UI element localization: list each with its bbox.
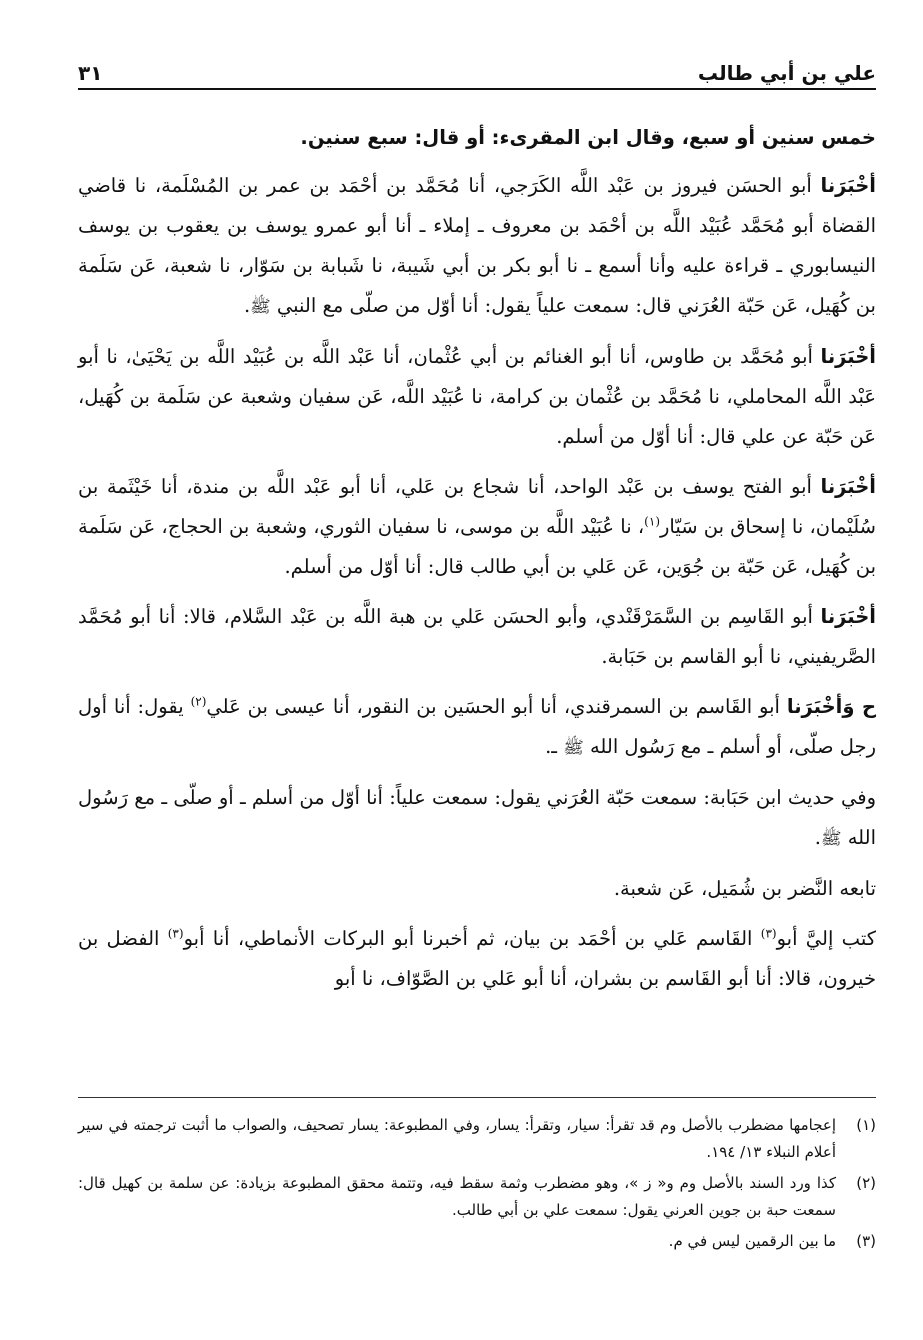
paragraph-text: أبو القَاسم بن السمرقندي، أنا أبو الحسَين بن النقور، أنا عيسى بن عَلي	[206, 695, 780, 718]
footnote-number: (٣)	[856, 1232, 876, 1250]
footnote-number: (٢)	[856, 1174, 876, 1192]
lead-word: أخْبَرَنا	[820, 605, 876, 628]
paragraph-end: ـ.	[545, 735, 558, 758]
paragraph-text: تابعه النَّضر بن شُمَيل، عَن شعبة.	[613, 877, 876, 900]
footnote-number: (١)	[856, 1116, 876, 1134]
paragraph-text: القَاسم عَلي بن أحْمَد بن بيان، ثم أخبرنا أبو البركات الأنماطي، أنا أبو	[183, 927, 753, 950]
running-header	[78, 60, 876, 90]
paragraph-text: ، نا عُبَيْد اللَّه بن موسى، نا سفيان الثوري، وشعبة بن الحجاج، عَن سَلَمة بن كُهَيل، عَن حَبّة بن جُوَين، عَن عَلي بن أبي طالب قال: أنا أوّل من أسلم.	[78, 515, 876, 578]
footnote-1	[78, 1112, 876, 1166]
lead-word: ح وَأخْبَرَنا	[786, 695, 876, 718]
salutation-glyph: ﷺ	[820, 829, 842, 849]
paragraph-end: .	[243, 294, 251, 317]
paragraph-end: .	[814, 826, 821, 849]
footnote-text: إعجامها مضطرب بالأصل وم قد تقرأ: سيار، وتقرأ: يسار، وفي المطبوعة: يسار تصحيف، والصواب ما أثبت ترجمته في سير أعلام النبلاء ١٣/ ١٩٤.	[78, 1116, 836, 1161]
salutation-glyph: ﷺ	[250, 297, 271, 317]
footnote-ref: (٣)	[760, 926, 777, 941]
book-page	[78, 0, 876, 1340]
paragraph-text: وفي حديث ابن حَبَابة: سمعت حَبّة العُرَني يقول: سمعت علياً: أنا أوّل من أسلم ـ أو صلّى ـ مع رَسُول الله	[78, 786, 876, 849]
lead-word: أخْبَرَنا	[820, 475, 876, 498]
paragraph-text: خمس سنين أو سبع، وقال ابن المقرىء: أو قال: سبع سنين.	[300, 126, 876, 149]
paragraph-text: كتب إليَّ أبو	[776, 927, 876, 950]
footnote-text: ما بين الرقمين ليس في م.	[668, 1232, 836, 1250]
footnote-ref: (٣)	[167, 926, 184, 941]
page-number: ٣١	[78, 61, 103, 85]
paragraph-9	[78, 919, 876, 999]
paragraph-2	[78, 166, 876, 327]
paragraph-6	[78, 687, 876, 768]
footnote-2	[78, 1170, 876, 1224]
paragraph-3	[78, 337, 876, 457]
lead-word: أخْبَرَنا	[820, 345, 876, 368]
paragraph-text: أبو القَاسِم بن السَّمَرْقَنْدي، وأبو الحسَن عَلي بن هبة اللَّه بن عَبْد السَّلام، قالا: أنا أبو مُحَمَّد الصَّريفيني، نا أبو القاسم بن حَبَابة.	[78, 605, 876, 668]
paragraph-text: يقول: أنا أول رجل صلّى، أو أسلم ـ مع رَسُول الله	[78, 695, 876, 758]
footnote-3	[78, 1228, 876, 1255]
footnotes	[78, 1112, 876, 1259]
lead-word: أخْبَرَنا	[820, 174, 876, 197]
main-text	[78, 118, 876, 1009]
paragraph-7	[78, 778, 876, 859]
footnote-ref: (١)	[644, 514, 660, 529]
paragraph-8	[78, 869, 876, 909]
paragraph-text: أبو مُحَمَّد بن طاوس، أنا أبو الغنائم بن أبي عُثْمان، أنا عَبْد اللَّه بن عُبَيْد اللَّه بن يَحْيَىٰ، نا أبو عَبْد اللَّه المحاملي، نا مُحَمَّد بن عُثْمان بن كرامة، نا عُبَيْد اللَّه، عَن سفيان وشعبة عن سَلَمة بن كُهَيل، عَن حَبّة عن علي قال: أنا أوّل من أسلم.	[78, 345, 876, 448]
footnote-divider	[78, 1097, 876, 1098]
salutation-glyph: ﷺ	[563, 738, 584, 758]
footnote-ref: (٢)	[190, 694, 207, 709]
paragraph-4	[78, 467, 876, 587]
paragraph-5	[78, 597, 876, 677]
paragraph-text: أبو الحسَن فيروز بن عَبْد اللَّه الكَرَجي، أنا مُحَمَّد بن أحْمَد بن عمر بن المُسْلَمة، نا قاضي القضاة أبو مُحَمَّد عُبَيْد اللَّه بن أحْمَد بن معروف ـ إملاء ـ أنا أبو عمرو يوسف بن يعقوب بن يوسف النيسابوري ـ قراءة عليه وأنا أسمع ـ نا أبو بكر بن أبي شَيبة، نا شَبابة بن سَوّار، نا شعبة، عَن سَلَمة بن كُهَيل، عَن حَبّة العُرَني قال: سمعت علياً يقول: أنا أوّل من صلّى مع النبي	[78, 174, 876, 317]
paragraph-text: أبو الفتح يوسف بن عَبْد الواحد، أنا شجاع بن عَلي، أنا أبو عَبْد اللَّه بن مندة، أنا خَيْثَمة بن سُلَيْمان، نا إسحاق بن سَيّار	[78, 475, 876, 538]
paragraph-1	[78, 118, 876, 158]
running-title: علي بن أبي طالب	[697, 61, 876, 85]
footnote-text: كذا ورد السند بالأصل وم و« ز »، وهو مضطرب وثمة سقط فيه، وتتمة محقق المطبوعة بزيادة: عن سلمة بن كهيل قال: سمعت حبة بن جوين العرني يقول: سمعت علي بن أبي طالب.	[78, 1174, 836, 1219]
paragraph-text: الفضل بن خيرون، قالا: أنا أبو القَاسم بن بشران، أنا أبو عَلي بن الصَّوّاف، نا أبو	[78, 927, 876, 990]
